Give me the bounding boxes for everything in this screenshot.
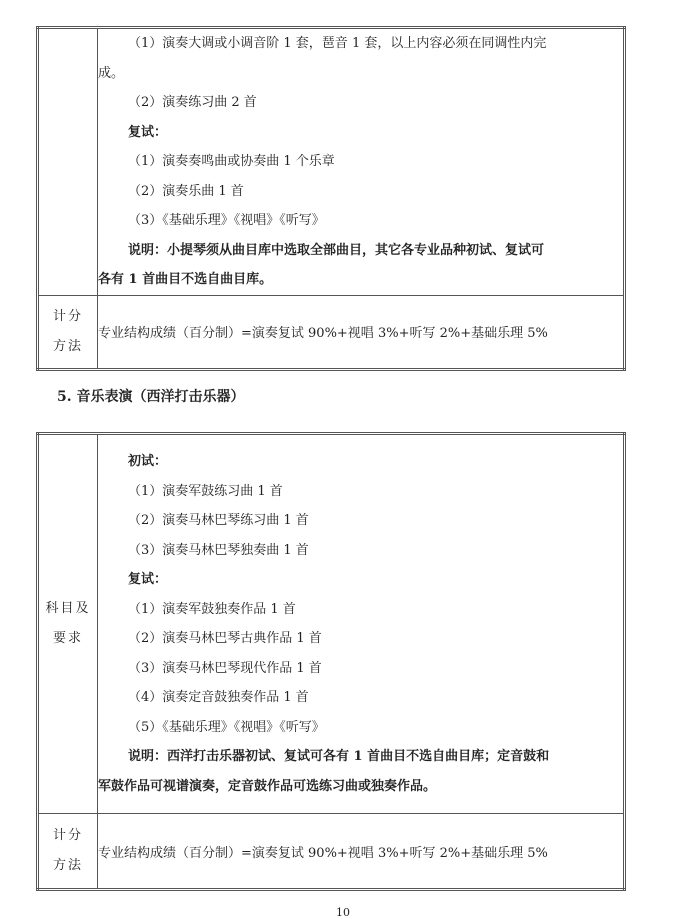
requirement-line: （3）演奏马林巴琴现代作品 1 首: [128, 660, 322, 676]
retest-heading: 复试：: [128, 124, 168, 140]
requirement-line: （2）演奏马林巴琴古典作品 1 首: [128, 631, 322, 646]
pretest-heading: 初试：: [128, 454, 168, 469]
requirement-line: （1）演奏大调或小调音阶 1 套，琶音 1 套，以上内容必须在同调性内完: [128, 36, 547, 51]
scoring-formula: 专业结构成绩（百分制）=演奏复试 90%+视唱 3%+听写 2%+基础乐理 5%: [98, 295, 625, 369]
scoring-formula: 专业结构成绩（百分制）=演奏复试 90%+视唱 3%+听写 2%+基础乐理 5%: [98, 814, 625, 890]
retest-heading: 复试：: [128, 572, 168, 587]
scoring-label: 计分 方法: [38, 814, 98, 890]
note-line: 军鼓作品可视谱演奏，定音鼓作品可选练习曲或独奏作品。: [98, 778, 437, 794]
requirement-line: （2）演奏练习曲 2 首: [128, 95, 257, 110]
page-number: 10: [336, 906, 350, 919]
requirement-line: （1）演奏军鼓独奏作品 1 首: [128, 601, 296, 617]
note-line: 说明：西洋打击乐器初试、复试可各有 1 首曲目不选自曲目库；定音鼓和: [128, 749, 550, 764]
note-line: 各有 1 首曲目不选自曲目库。: [98, 272, 273, 287]
note-line: 说明：小提琴须从曲目库中选取全部曲目，其它各专业品种初试、复试可: [128, 242, 545, 258]
requirement-line: （3）《基础乐理》《视唱》《听写》: [128, 213, 325, 228]
subject-label: 科目及 要求: [38, 434, 98, 814]
scoring-label: 计分 方法: [38, 295, 98, 369]
requirement-line: （2）演奏马林巴琴练习曲 1 首: [128, 513, 309, 528]
requirement-line: 成。: [98, 65, 125, 81]
requirements-content: [98, 434, 625, 814]
requirements-table-violin: [36, 26, 626, 371]
requirement-line: （1）演奏奏鸣曲或协奏曲 1 个乐章: [128, 154, 335, 169]
requirement-line: （4）演奏定音鼓独奏作品 1 首: [128, 690, 309, 705]
requirement-line: （2）演奏乐曲 1 首: [128, 183, 244, 199]
section-heading: 5. 音乐表演（西洋打击乐器）: [57, 389, 245, 405]
requirement-line: （5）《基础乐理》《视唱》《听写》: [128, 719, 325, 735]
requirements-content: [98, 28, 625, 296]
requirement-line: （3）演奏马林巴琴独奏曲 1 首: [128, 542, 309, 558]
requirement-line: （1）演奏军鼓练习曲 1 首: [128, 483, 283, 499]
requirements-table-percussion: [36, 432, 626, 891]
subject-label-cell: [38, 28, 98, 296]
